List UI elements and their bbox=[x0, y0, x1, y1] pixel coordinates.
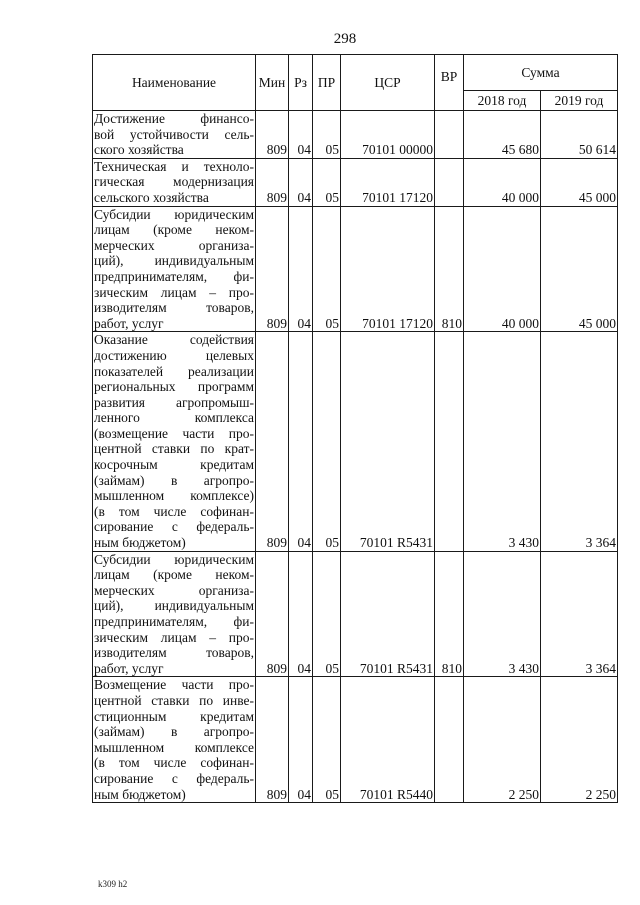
row-name-line: ным бюджетом) bbox=[94, 535, 186, 551]
row-sum-2018: 2 250 bbox=[464, 677, 541, 803]
row-name-line: ций), индивидуальным bbox=[94, 598, 254, 614]
row-sum-2019: 50 614 bbox=[541, 111, 618, 159]
row-vr: 810 bbox=[435, 206, 464, 332]
row-sum-2019: 45 000 bbox=[541, 158, 618, 206]
table-body bbox=[93, 111, 618, 803]
header-min: Мин bbox=[256, 55, 289, 111]
row-rz: 04 bbox=[289, 551, 313, 677]
table-row bbox=[93, 551, 618, 677]
row-vr bbox=[435, 111, 464, 159]
row-name-line: изводителям товаров, bbox=[94, 300, 254, 316]
row-csr: 70101 00000 bbox=[341, 111, 435, 159]
row-pr: 05 bbox=[313, 111, 341, 159]
row-sum-2018: 45 680 bbox=[464, 111, 541, 159]
row-name-line: косрочным кредитам bbox=[94, 457, 254, 473]
row-sum-2019: 3 364 bbox=[541, 551, 618, 677]
row-csr: 70101 R5440 bbox=[341, 677, 435, 803]
row-sum-2018: 3 430 bbox=[464, 332, 541, 551]
row-name bbox=[93, 551, 256, 677]
row-name-line: ным бюджетом) bbox=[94, 786, 186, 802]
row-name-line: достижению целевых bbox=[94, 347, 254, 363]
row-csr: 70101 17120 bbox=[341, 158, 435, 206]
row-name-line: сельского хозяйства bbox=[94, 189, 209, 205]
row-name-line: сирование с федераль- bbox=[94, 770, 254, 786]
row-name-line: ского хозяйства bbox=[94, 142, 184, 158]
header-year-2018: 2018 год bbox=[464, 91, 541, 111]
row-csr: 70101 17120 bbox=[341, 206, 435, 332]
header-name: Наименование bbox=[93, 55, 256, 111]
row-name bbox=[93, 111, 256, 159]
table-row bbox=[93, 111, 618, 159]
row-name-line: (в том числе софинан- bbox=[94, 503, 254, 519]
row-vr bbox=[435, 158, 464, 206]
row-sum-2018: 3 430 bbox=[464, 551, 541, 677]
table-row bbox=[93, 332, 618, 551]
row-name-line: предпринимателям, фи- bbox=[94, 614, 254, 629]
row-name-line: центной ставки по инве- bbox=[94, 692, 254, 708]
row-name-line: (возмещение части про- bbox=[94, 425, 254, 441]
table-row bbox=[93, 158, 618, 206]
row-name-line: стиционным кредитам bbox=[94, 708, 254, 724]
budget-table bbox=[92, 54, 618, 803]
row-name-line: работ, услуг bbox=[94, 660, 164, 676]
row-vr bbox=[435, 677, 464, 803]
row-name-line: зическим лицам – про- bbox=[94, 629, 254, 645]
table-row bbox=[93, 206, 618, 332]
row-name-line: (займам) в агропро- bbox=[94, 472, 254, 488]
row-rz: 04 bbox=[289, 158, 313, 206]
row-vr: 810 bbox=[435, 551, 464, 677]
row-name-line: Субсидии юридическим bbox=[94, 206, 254, 222]
row-min: 809 bbox=[256, 551, 289, 677]
header-vr: ВР bbox=[435, 55, 464, 111]
page-number: 298 bbox=[333, 31, 357, 47]
row-rz: 04 bbox=[289, 111, 313, 159]
header-sum: Сумма bbox=[464, 55, 618, 91]
header-csr: ЦСР bbox=[341, 55, 435, 111]
row-name-line: предпринимателям, фи- bbox=[94, 268, 254, 284]
row-name-line: центной ставки по крат- bbox=[94, 441, 254, 457]
row-rz: 04 bbox=[289, 677, 313, 803]
header-year-2019: 2019 год bbox=[541, 91, 618, 111]
row-sum-2018: 40 000 bbox=[464, 206, 541, 332]
row-min: 809 bbox=[256, 332, 289, 551]
row-pr: 05 bbox=[313, 551, 341, 677]
row-sum-2018: 40 000 bbox=[464, 158, 541, 206]
row-name-line: Техническая и техноло- bbox=[94, 158, 254, 174]
row-sum-2019: 2 250 bbox=[541, 677, 618, 803]
row-name-line: лицам (кроме неком- bbox=[94, 567, 254, 583]
row-csr: 70101 R5431 bbox=[341, 332, 435, 551]
row-rz: 04 bbox=[289, 332, 313, 551]
row-pr: 05 bbox=[313, 158, 341, 206]
row-name-line: мышленном комплексе) bbox=[94, 488, 254, 504]
row-name-line: показателей реализации bbox=[94, 363, 254, 379]
row-pr: 05 bbox=[313, 332, 341, 551]
row-sum-2019: 45 000 bbox=[541, 206, 618, 332]
row-name bbox=[93, 677, 256, 803]
row-name-line: ций), индивидуальным bbox=[94, 253, 254, 269]
row-name-line: Достижение финансо- bbox=[94, 111, 254, 126]
header-pr: ПР bbox=[313, 55, 341, 111]
row-min: 809 bbox=[256, 111, 289, 159]
row-name-line: лицам (кроме неком- bbox=[94, 222, 254, 238]
row-name-line: Возмещение части про- bbox=[94, 677, 254, 693]
row-name bbox=[93, 206, 256, 332]
row-name-line: вой устойчивости сель- bbox=[94, 126, 254, 142]
table-row bbox=[93, 677, 618, 803]
row-name-line: сирование с федераль- bbox=[94, 519, 254, 535]
row-name-line: мышленном комплексе bbox=[94, 739, 254, 755]
row-csr: 70101 R5431 bbox=[341, 551, 435, 677]
row-min: 809 bbox=[256, 677, 289, 803]
row-name-line: Оказание содействия bbox=[94, 332, 254, 348]
footer-code: k309 h2 bbox=[98, 879, 128, 889]
row-name-line: гическая модернизация bbox=[94, 174, 254, 190]
row-name-line: Субсидии юридическим bbox=[94, 551, 254, 567]
row-name-line: развития агропромыш- bbox=[94, 394, 254, 410]
row-name-line: региональных программ bbox=[94, 379, 254, 395]
row-name-line: (в том числе софинан- bbox=[94, 755, 254, 771]
row-name-line: (займам) в агропро- bbox=[94, 724, 254, 740]
row-pr: 05 bbox=[313, 677, 341, 803]
row-name-line: зическим лицам – про- bbox=[94, 284, 254, 300]
row-pr: 05 bbox=[313, 206, 341, 332]
row-name-line: изводителям товаров, bbox=[94, 645, 254, 661]
row-sum-2019: 3 364 bbox=[541, 332, 618, 551]
row-name-line: ленного комплекса bbox=[94, 410, 254, 426]
row-name-line: мерческих организа- bbox=[94, 582, 254, 598]
row-vr bbox=[435, 332, 464, 551]
row-rz: 04 bbox=[289, 206, 313, 332]
row-name bbox=[93, 158, 256, 206]
row-name-line: работ, услуг bbox=[94, 315, 164, 331]
row-name bbox=[93, 332, 256, 551]
header-rz: Рз bbox=[289, 55, 313, 111]
row-min: 809 bbox=[256, 158, 289, 206]
row-name-line: мерческих организа- bbox=[94, 237, 254, 253]
row-min: 809 bbox=[256, 206, 289, 332]
